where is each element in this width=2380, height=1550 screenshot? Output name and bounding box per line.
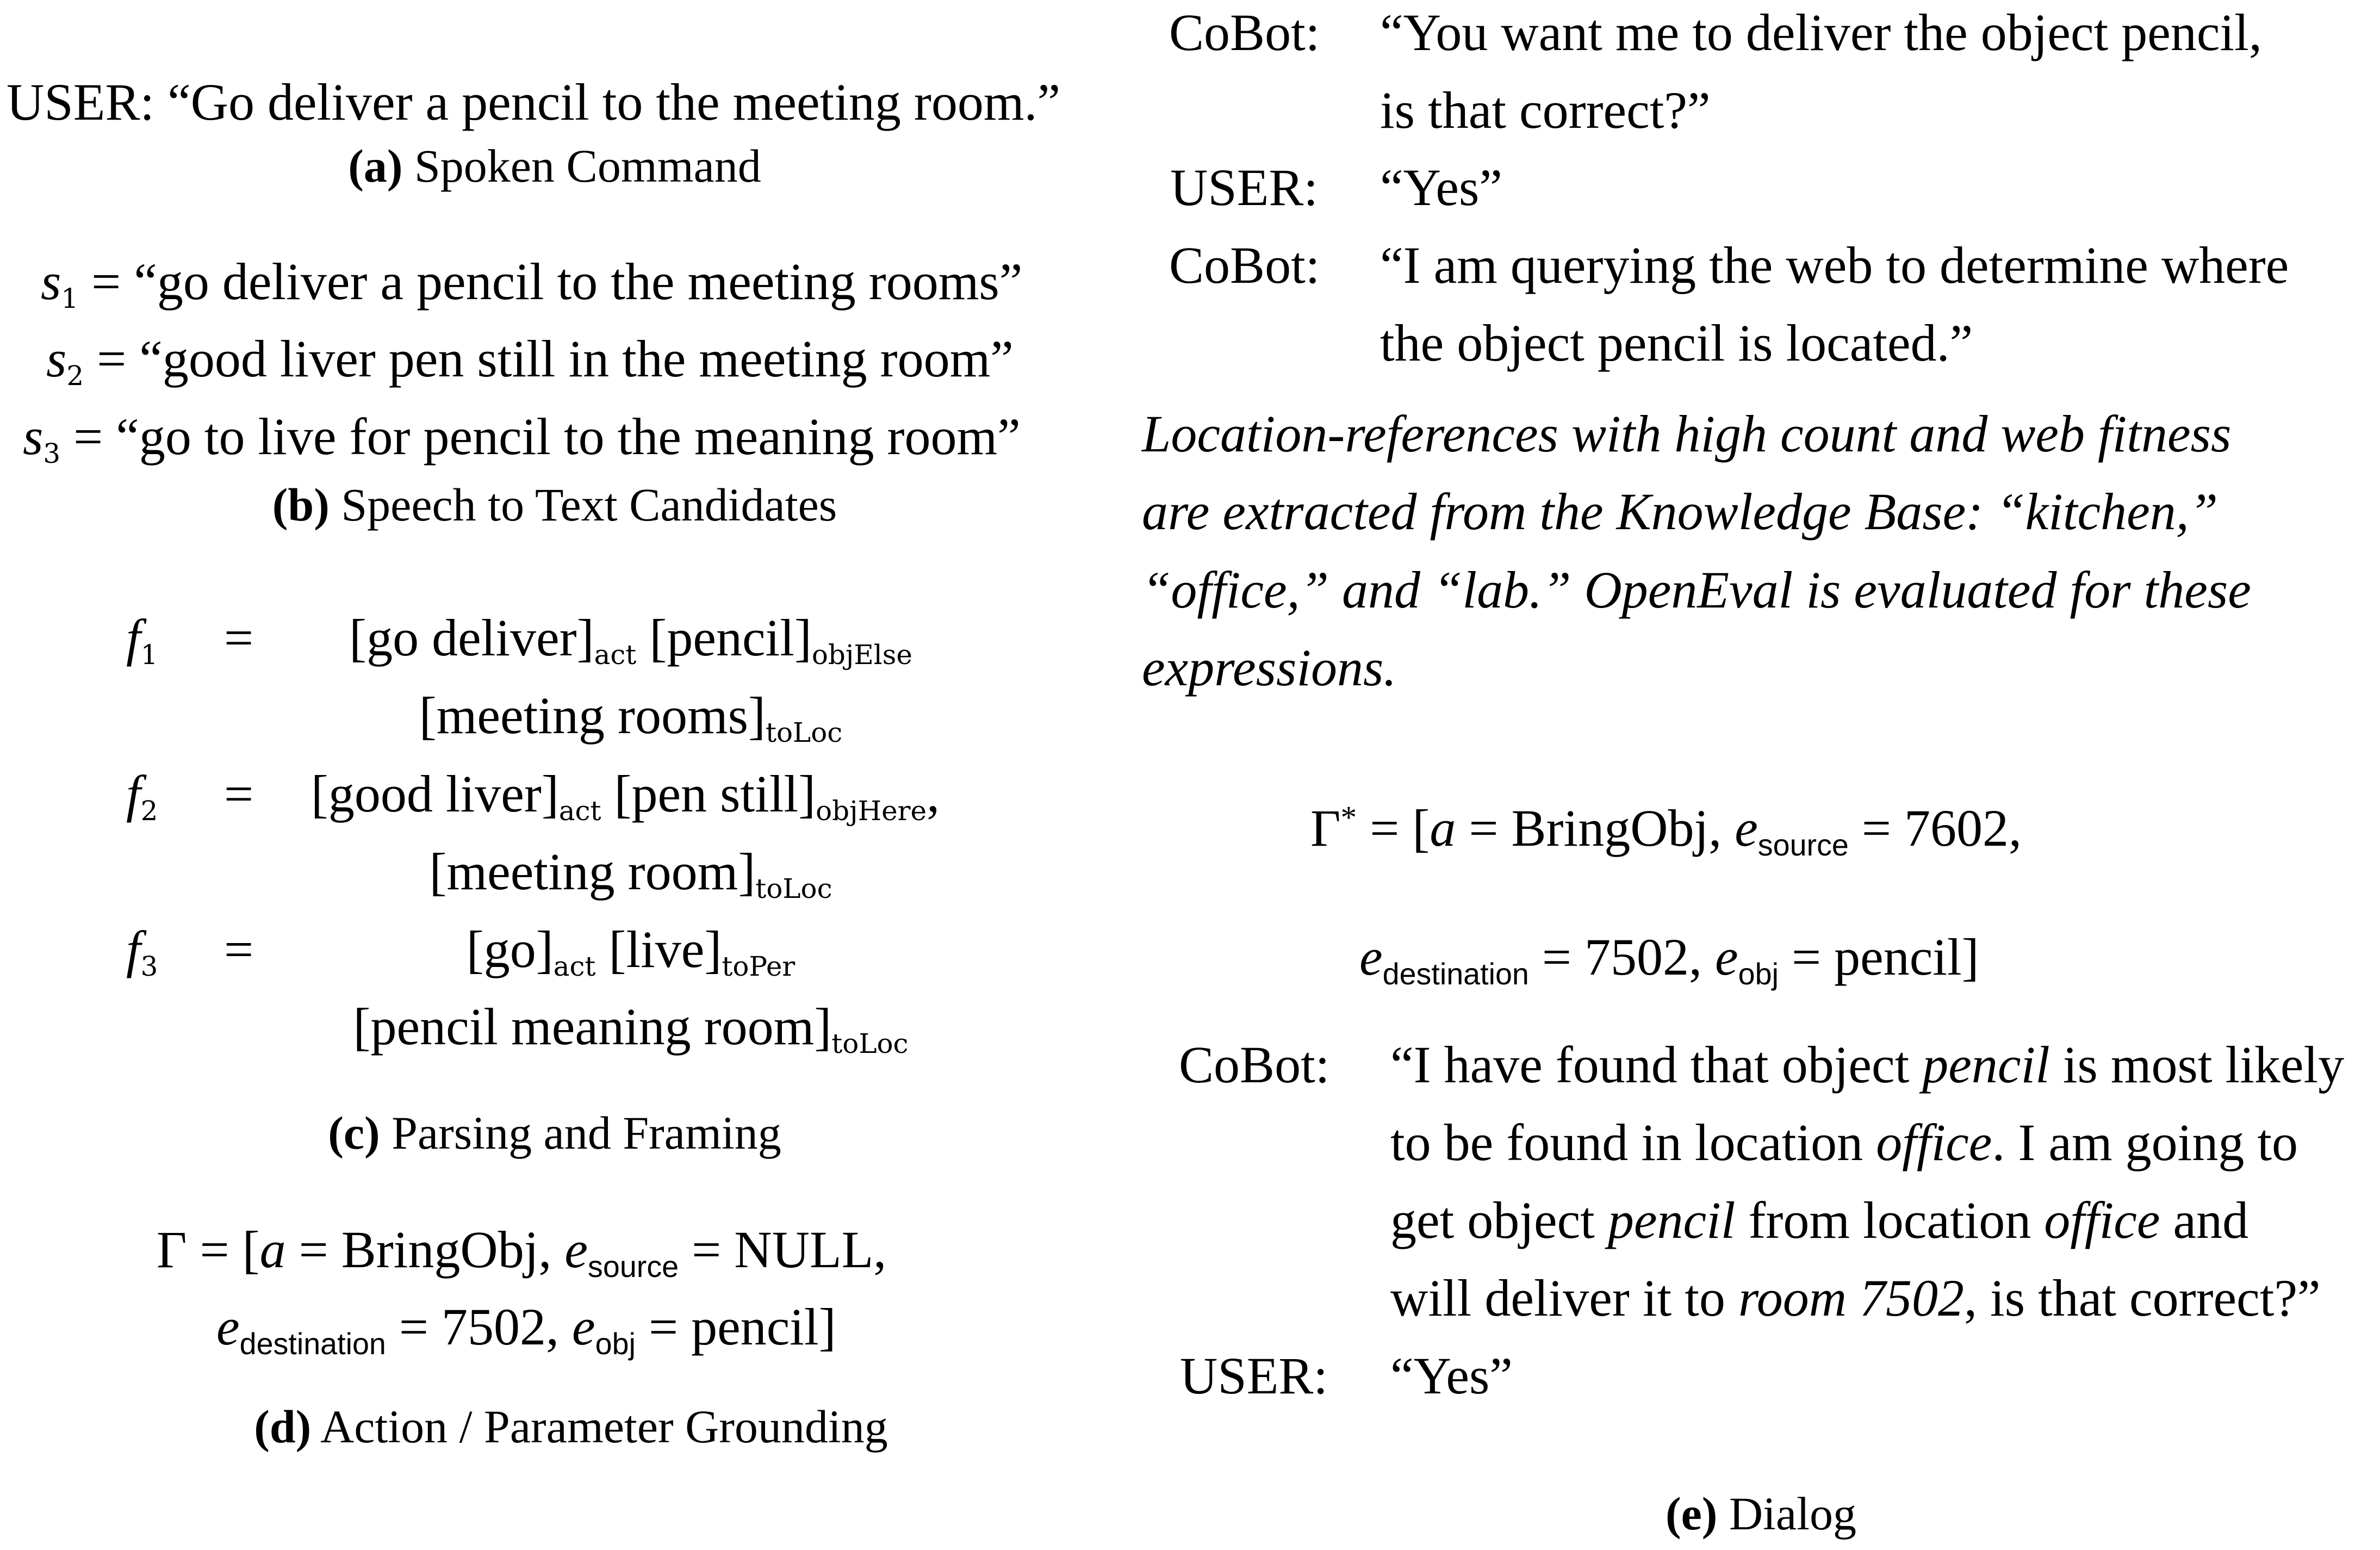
candidate-2 xyxy=(46,330,1014,392)
dialog-4-line-2-a: to be found in location xyxy=(1390,1113,1876,1171)
dialog-4-line-1 xyxy=(1390,1036,2345,1094)
candidate-1-text: = “go deliver a pencil to the meeting rooms” xyxy=(91,252,1023,311)
caption-d-text: Action / Parameter Grounding xyxy=(320,1400,888,1453)
gamma-star-line-2 xyxy=(1359,928,1979,991)
frame-1-slot-obj-sub: objElse xyxy=(811,638,912,671)
frame-3-var-letter: f xyxy=(126,920,141,978)
frame-1-slot-obj: [pencil] xyxy=(636,609,812,667)
frame-3-eq: = xyxy=(224,920,254,978)
frame-2-slot-obj-sub: objHere xyxy=(816,795,927,827)
command-text: “Go deliver a pencil to the meeting room.” xyxy=(167,73,1061,131)
frame-2-slot-obj: [pen still] xyxy=(601,765,816,823)
candidate-2-var: s xyxy=(46,330,67,388)
dialog-3-line-1: “I am querying the web to determine where xyxy=(1380,236,2289,294)
gamma-star-symbol: Γ xyxy=(1310,799,1341,857)
gamma-dest-val: = 7502, xyxy=(386,1298,573,1356)
candidate-3 xyxy=(23,407,1021,469)
frame-1-var xyxy=(126,609,158,671)
gamma-star-open: = [ xyxy=(1357,799,1430,857)
kb-note-line-3: “office,” and “lab.” OpenEval is evaluated for these xyxy=(1142,561,2251,619)
dialog-1-line-2: is that correct?” xyxy=(1380,81,1711,139)
gamma-source-sub: source xyxy=(588,1249,679,1284)
dialog-4-speaker: CoBot: xyxy=(1179,1036,1330,1094)
caption-a-letter: (a) xyxy=(348,140,403,192)
gamma-star-dest-val: = 7502, xyxy=(1528,928,1716,986)
gamma-star-source-sub: source xyxy=(1757,828,1849,862)
dialog-4-line-2 xyxy=(1390,1113,2298,1171)
caption-d xyxy=(0,1400,1142,1453)
gamma-e-source: e xyxy=(564,1220,588,1279)
gamma-obj-sub: obj xyxy=(595,1326,636,1361)
dialog-5-line-1: “Yes” xyxy=(1390,1347,1513,1405)
dialog-3-speaker: CoBot: xyxy=(1169,236,1320,294)
frame-3-slot-loc: [pencil meaning room] xyxy=(353,997,832,1056)
dialog-4-line-1-a: “I have found that object xyxy=(1390,1036,1923,1094)
gamma-star-e-dest: e xyxy=(1359,928,1383,986)
dialog-5-speaker: USER: xyxy=(1180,1347,1328,1405)
gamma-open: = [ xyxy=(200,1220,260,1279)
caption-e-text: Dialog xyxy=(1729,1487,1857,1540)
dialog-4-line-3-c: from location xyxy=(1735,1191,2045,1249)
dialog-4-line-3-a: get object xyxy=(1390,1191,1608,1249)
dialog-4-line-3-d: office xyxy=(2044,1191,2160,1249)
gamma-star-a-var: a xyxy=(1430,799,1456,857)
frame-1-line2 xyxy=(305,686,957,748)
frame-1-line1 xyxy=(305,609,957,671)
dialog-2-speaker: USER: xyxy=(1170,158,1319,216)
gamma-dest-sub: destination xyxy=(239,1326,386,1361)
frame-1-eq: = xyxy=(224,609,254,667)
gamma-action: = BringObj, xyxy=(285,1220,565,1279)
caption-c xyxy=(0,1107,1109,1159)
gamma-star-action: = BringObj, xyxy=(1456,799,1735,857)
frame-2-eq: = xyxy=(224,765,254,823)
frame-1-slot-act-sub: act xyxy=(594,638,637,671)
frame-2-slot-act: [good liver] xyxy=(310,765,559,823)
gamma-star-line-1 xyxy=(1310,799,2022,862)
gamma-star-dest-sub: destination xyxy=(1382,957,1529,991)
dialog-1-line-1: “You want me to deliver the object pencil, xyxy=(1380,3,2262,61)
dialog-4-line-3-b: pencil xyxy=(1607,1191,1736,1249)
gamma-a-var: a xyxy=(259,1220,286,1279)
gamma-star-source-val: = 7602, xyxy=(1848,799,2022,857)
caption-d-letter: (d) xyxy=(254,1400,312,1453)
frame-1-slot-loc: [meeting rooms] xyxy=(419,686,766,745)
dialog-4-line-4 xyxy=(1390,1269,2321,1327)
dialog-4-line-2-c: . I am going to xyxy=(1992,1113,2298,1171)
frame-2-slot-act-sub: act xyxy=(558,795,601,827)
caption-b xyxy=(0,479,1109,531)
frame-2-var-sub: 2 xyxy=(140,795,158,827)
gamma-line-2 xyxy=(216,1298,836,1361)
frame-1-slot-loc-sub: toLoc xyxy=(765,716,843,748)
candidate-3-sub: 3 xyxy=(43,437,61,469)
kb-note-line-1: Location-references with high count and web fitness xyxy=(1142,405,2232,463)
frame-3-slot-act-sub: act xyxy=(553,950,596,982)
frame-1-var-letter: f xyxy=(126,609,141,667)
dialog-4-line-1-c: is most likely xyxy=(2049,1036,2345,1094)
dialog-4-line-1-b: pencil xyxy=(1922,1036,2050,1094)
dialog-4-line-4-c: , is that correct?” xyxy=(1964,1269,2321,1327)
frame-1-var-sub: 1 xyxy=(140,638,158,671)
dialog-3-line-2: the object pencil is located.” xyxy=(1380,314,1973,372)
frame-1-slot-act: [go deliver] xyxy=(349,609,594,667)
frame-2-var-letter: f xyxy=(126,765,141,823)
dialog-4-line-2-b: office xyxy=(1876,1113,1992,1171)
frame-2-line2 xyxy=(305,842,957,904)
gamma-star-sup: * xyxy=(1340,799,1357,835)
dialog-1-speaker: CoBot: xyxy=(1169,3,1320,61)
caption-e xyxy=(1142,1487,2380,1540)
gamma-line-1 xyxy=(157,1220,887,1284)
dialog-4-line-4-b: room 7502 xyxy=(1738,1269,1965,1327)
candidate-2-sub: 2 xyxy=(66,359,84,392)
frame-3-slot-per-sub: toPer xyxy=(722,950,796,982)
gamma-star-obj-sub: obj xyxy=(1738,957,1779,991)
kb-note-line-4: expressions. xyxy=(1142,638,1397,697)
gamma-e-dest: e xyxy=(216,1298,240,1356)
frame-2-slot-loc-sub: toLoc xyxy=(755,872,832,904)
frame-2-comma: , xyxy=(927,765,940,823)
caption-e-letter: (e) xyxy=(1665,1487,1718,1540)
gamma-symbol: Γ xyxy=(157,1220,187,1279)
frame-3-var-sub: 3 xyxy=(140,950,158,982)
candidate-3-text: = “go to live for pencil to the meaning room” xyxy=(73,407,1021,466)
gamma-obj-val: = pencil] xyxy=(635,1298,836,1356)
frame-3-var xyxy=(126,920,158,982)
caption-c-text: Parsing and Framing xyxy=(392,1107,781,1159)
kb-note-line-2: are extracted from the Knowledge Base: “kitchen,” xyxy=(1142,482,2219,541)
frame-2-var xyxy=(126,765,158,827)
gamma-star-e-obj: e xyxy=(1715,928,1738,986)
gamma-star-e-source: e xyxy=(1735,799,1758,857)
caption-c-letter: (c) xyxy=(328,1107,380,1159)
caption-b-text: Speech to Text Candidates xyxy=(341,479,837,531)
gamma-e-obj: e xyxy=(572,1298,595,1356)
user-prefix: USER: xyxy=(7,73,155,131)
gamma-star-obj-val: = pencil] xyxy=(1778,928,1979,986)
frame-2-slot-loc: [meeting room] xyxy=(429,842,756,901)
spoken-command xyxy=(7,73,1061,131)
caption-a-text: Spoken Command xyxy=(414,140,761,192)
frame-2-line1 xyxy=(272,765,979,827)
candidate-2-text: = “good liver pen still in the meeting room” xyxy=(97,330,1014,388)
frame-3-line1 xyxy=(305,920,957,982)
frame-3-slot-per: [live] xyxy=(595,920,722,978)
dialog-4-line-4-a: will deliver it to xyxy=(1390,1269,1738,1327)
frame-3-slot-loc-sub: toLoc xyxy=(831,1027,909,1059)
dialog-2-line-1: “Yes” xyxy=(1380,158,1502,216)
frame-3-slot-act: [go] xyxy=(466,920,554,978)
dialog-4-line-3-e: and xyxy=(2160,1191,2249,1249)
candidate-1-sub: 1 xyxy=(61,282,79,314)
caption-a xyxy=(0,140,1109,192)
dialog-4-line-3 xyxy=(1390,1191,2249,1249)
candidate-1 xyxy=(41,252,1023,314)
caption-b-letter: (b) xyxy=(272,479,330,531)
candidate-3-var: s xyxy=(23,407,44,466)
candidate-1-var: s xyxy=(41,252,61,311)
gamma-source-val: = NULL, xyxy=(679,1220,887,1279)
frame-3-line2 xyxy=(305,997,957,1059)
